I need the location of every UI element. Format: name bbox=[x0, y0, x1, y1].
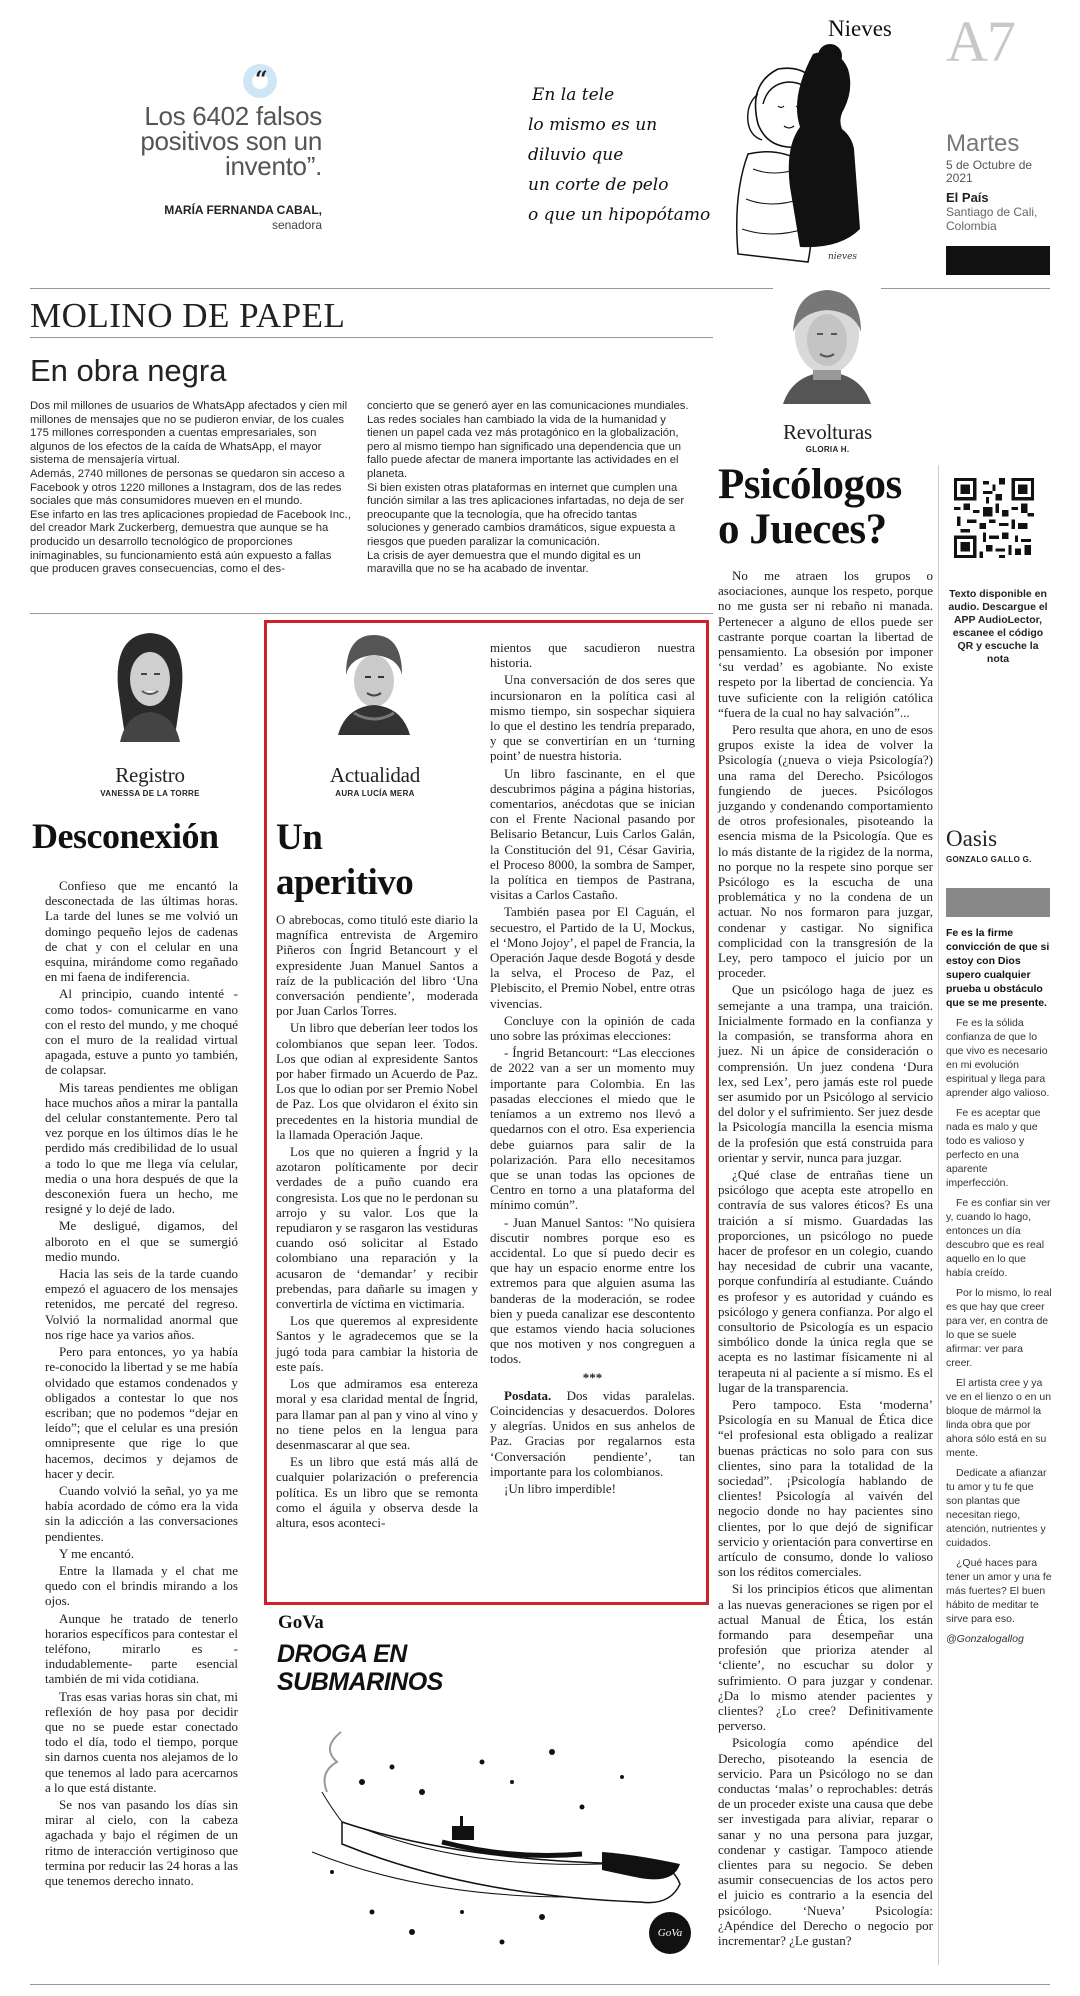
article-paragraph: Psicología como apéndice del Derecho, pisoteando la esencia de servicio. Para un Psicólogo no se dan conductas ‘malas’ o reprochables: detrás de un proceder existe una causa que debe ser investigada para aliviar, reparar o sanar y no una persona para juzgar, condenar y castigar. Tampoco atiende clientes para su negocio. Se deben asumir consecuencias de los actos pero el juicio es contrario a la esencia del psicólogo. ‘Nueva’ Psicología: ¿Apéndice del Derecho o negocio por incrementar? ¿Le gustan? bbox=[718, 1735, 933, 1949]
editorial-paragraph: Si bien existen otras plataformas en internet que cumplen una función similar a las tres aplicaciones infartadas, no deja de ser preocupante que la tecnología, que ha ofrecido tantas soluciones y generado cambios dramáticos, sigue expuesta a riesgos que pueden paralizar la comunicación. bbox=[367, 481, 685, 548]
article-paragraph: Me desligué, digamos, del alboroto en el que se sumergió medio mundo. bbox=[45, 1218, 238, 1264]
article-paragraph: Se nos van pasando los días sin mirar al cielo, con la cabeza agachada y bajo el régimen de un ritmo de interacción vertiginoso que termina por reducir las 24 horas a las que tenemos derecho innato. bbox=[45, 1796, 238, 1888]
editorial-headline: En obra negra bbox=[30, 353, 227, 388]
qr-caption: Texto disponible en audio. Descargue el APP AudioLector, escanee el código QR y escuche la nota bbox=[948, 588, 1048, 665]
editorial-paragraph: Además, 2740 millones de personas se quedaron sin acceso a Facebook y otros 1220 millones a Instagram, dos de las redes sociales que más consumidores mueven en el mundo. bbox=[30, 467, 345, 508]
oasis-paragraph: El artista cree y ya ve en el lienzo o en un bloque de mármol la linda obra que por ahora sólo está en su mente. bbox=[946, 1377, 1052, 1459]
editorial-col-2 bbox=[367, 400, 689, 577]
weekday: Martes bbox=[946, 130, 1020, 157]
column-author-revolturas: GLORIA H. bbox=[805, 445, 850, 454]
editorial-paragraph: La crisis de ayer demuestra que el mundo digital es un maravilla que no se ha acabado de inventar. bbox=[367, 549, 641, 576]
article-separator: *** bbox=[582, 1369, 603, 1385]
oasis-paragraph: Dedicate a afianzar tu amor y tu fe que son plantas que necesitan riego, atención, nutrientes y cuidados. bbox=[946, 1467, 1047, 1549]
cartoon-signature: nieves bbox=[828, 252, 858, 262]
article-paragraph: Pero tampoco. Esta ‘moderna’ Psicología en su Manual de Ética dice “el profesional esta obligado a realizar buenas prácticas no solo para con sus clientes, sino para la totalidad de la sociedad”. ¡Psicología hablando de clientes! Psicología al vaivén del negocio donde no hay pacientes sino clientes, por lo que dejó de significar servicio y orientación para convertirse en artículo de consumo, donde lo valioso son los réditos comerciales. bbox=[718, 1396, 933, 1580]
audio-qr-code[interactable] bbox=[954, 478, 1034, 558]
article-body-registro bbox=[45, 878, 238, 1890]
oasis-paragraph: Fe es aceptar que nada es malo y que todo es valioso y perfecto en una aparente imperfección. bbox=[946, 1107, 1041, 1189]
author-photo-gloria bbox=[773, 282, 881, 404]
cartoon-line: diluvio que bbox=[528, 145, 624, 165]
article-paragraph: Los que queremos al expresidente Santos y le agradecemos que se la jugó toda para cambiar la historia de este país. bbox=[276, 1313, 478, 1374]
cartoon-line: lo mismo es un bbox=[528, 115, 658, 135]
author-photo-vanessa bbox=[100, 627, 200, 742]
column-name-registro: Registro bbox=[115, 763, 185, 787]
article-paragraph: Los que admiramos esa entereza moral y esa claridad mental de Íngrid, para llamar pan al pan y vino al vino y no tiene pelos en la lengua para desenmascarar al que sea. bbox=[276, 1376, 478, 1452]
gova-brand: GoVa bbox=[278, 1612, 324, 1633]
cartoon-line: un corte de pelo bbox=[528, 175, 669, 195]
column-author-actualidad: AURA LUCÍA MERA bbox=[335, 789, 415, 798]
front-quote: Los 6402 falsos positivos son un invento”. bbox=[140, 101, 322, 181]
gova-title-line: DROGA EN bbox=[277, 1640, 407, 1668]
article-paragraph: Un libro que deberían leer todos los colombianos que sepan leer. Todos. Los que odian al expresidente Santos por haber firmado un Acuerdo de Paz. Los que lo odian por ser Premio Nobel de Paz. Los que olvidaron el éxito sin precedentes en la historia mundial de la llamada Operación Jaque. bbox=[276, 1020, 478, 1142]
article-paragraph: Un libro fascinante, en el que descubrimos página a página historias, comentarios, anécdotas que se inician con el Frente Nacional pasando por Belisario Betancur, Luis Carlos Galán, la Constitución del 91, César Gaviria, el Proceso 8000, la sombra de Samper, la política en tiempos de Pastrana, visitas a Carlos Castaño. bbox=[490, 765, 695, 903]
gova-signature: GoVa bbox=[657, 1927, 683, 1939]
postdata bbox=[490, 1388, 695, 1479]
article-paragraph: - Juan Manuel Santos: "No quisiera discutir nombres porque eso es accidental. Lo que sí puedo decir es que hay un espacio enorme entre los extremos para que alguien asuma las banderas de la moderación, se rodee bien y pueda canalizar ese descontento que estamos viendo hacia soluciones que nos motiven y nos congreguen a todos. bbox=[490, 1214, 695, 1367]
gova-title bbox=[277, 1640, 443, 1696]
cartoon-line: En la tele bbox=[532, 85, 615, 105]
postdata-label: Posdata. bbox=[504, 1387, 552, 1403]
quote-icon: “ bbox=[243, 64, 277, 98]
article-body-revolturas bbox=[718, 568, 933, 1950]
divider bbox=[30, 337, 713, 338]
article-headline-actualidad: Un aperitivo bbox=[276, 817, 414, 903]
editorial-paragraph: Las redes sociales han cambiado la vida de la humanidad y tienen un papel cada vez más protagónico en la globalización, pero al mismo tiempo han significado una dependencia que un fallo puede afectar de manera importante las actividades en el planeta. bbox=[367, 413, 682, 480]
editorial-col-1 bbox=[30, 400, 352, 577]
editorial-paragraph: Ese infarto en las tres aplicaciones propiedad de Facebook Inc., del creador Mark Zuckerberg, demuestra que aunque se ha producido un desarrollo tecnológico de proporciones inimaginables, su funcionamiento está aún expuesto a fallas que producen graves consecuencias, como el des- bbox=[30, 508, 351, 576]
article-paragraph: Aunque he tratado de tenerlo horarios específicos para contestar el teléfono, mirarlo es -indudablemente- parte esencial también de mi vida cotidiana. bbox=[45, 1610, 238, 1687]
cartoon-title: Nieves bbox=[828, 16, 892, 41]
publication: El País bbox=[946, 190, 989, 205]
divider bbox=[30, 288, 1050, 289]
article-paragraph: Los que no quieren a Íngrid y la azotaron políticamente por decir verdades de a puño cuando era congresista. Los que no le perdonan su arrojo y su valor. Los que la repudiaron y se rasgaron las vestiduras cuando osó solicitar al Estado colombiano una reparación y la acusaron de ‘demandar’ y recibir prebendas, para dañarle su imagen y convertirla de víctima en victimaria. bbox=[276, 1144, 478, 1312]
article-paragraph: O abrebocas, como tituló este diario la magnífica entrevista de Argemiro Piñeros con Íngrid Betancourt y el expresidente Juan Manuel Santos a raíz de la publicación del libro ‘Una conversación pendiente’, moderada por Juan Carlos Torres. bbox=[276, 912, 478, 1019]
divider bbox=[30, 613, 713, 614]
oasis-lead: Fe es la firme convicción de que si estoy con Dios supero cualquier prueba u obstáculo que se me presente. bbox=[946, 927, 1050, 1009]
oasis-handle: @Gonzalogallog bbox=[946, 1633, 1024, 1645]
article-paragraph: mientos que sacudieron nuestra historia. bbox=[490, 640, 695, 671]
bottom-divider bbox=[30, 1984, 1050, 1985]
article-paragraph: Hacia las seis de la tarde cuando empezó el aguacero de los mensajes retenidos, me percaté del regreso. Volvió la normalidad anormal que nos rige hace ya varios años. bbox=[45, 1266, 238, 1342]
column-author-oasis: GONZALO GALLO G. bbox=[946, 855, 1032, 864]
article-paragraph: Concluye con la opinión de cada uno sobre las próximas elecciones: bbox=[490, 1012, 695, 1044]
gova-title-line: SUBMARINOS bbox=[277, 1668, 443, 1696]
article-paragraph: Y me encantó. bbox=[59, 1545, 134, 1561]
editorial-paragraph: concierto que se generó ayer en las comunicaciones mundiales. bbox=[367, 400, 689, 412]
article-paragraph: Pero resulta que ahora, en uno de esos grupos existe la idea de volver la Psicología (¿nueva o vieja Psicología?) una rama del Derecho. Psicólogos fungiendo de jueces. Psicólogos juzgando y condenando comportamiento de otros profesionales, pisoteando la esencia misma de la Psicología. Que es lo más distante de la rigidez de la norma, no porque no la respete sino porque ser Psicólogo es la escucha de una problemática y no la condena de un actuar. No nos formaron para juzgar, condenar y castigar. No significa complicidad con la transgresión de la Ley, pero tampoco el juicio por un proceder. bbox=[718, 722, 933, 981]
article-closing: ¡Un libro imperdible! bbox=[504, 1480, 616, 1496]
location: Santiago de Cali, Colombia bbox=[946, 205, 1038, 233]
gova-cartoon bbox=[272, 1612, 712, 1977]
article-paragraph: Pero para entonces, yo ya había re-conocido la libertad y se me había olvidado que estamos condenados y obligados a contestar lo que nos escriban; que no podemos “dejar en leído”; que el celular es una presión omnipresente que rige lo que hacemos, decimos y dejamos de hacer y decir. bbox=[45, 1344, 238, 1481]
column-name-revolturas: Revolturas bbox=[783, 420, 872, 444]
column-author-registro: VANESSA DE LA TORRE bbox=[100, 789, 200, 798]
column-name-actualidad: Actualidad bbox=[329, 763, 421, 787]
article-paragraph: Es un libro que está más allá de cualquier polarización o preferencia política. Es un libro que se remonta como el águila y observa desde la altura, esos aconteci- bbox=[276, 1454, 478, 1530]
column-name-oasis: Oasis bbox=[946, 826, 998, 851]
article-col-2-actualidad bbox=[490, 640, 695, 1498]
gova-signature-badge bbox=[649, 1912, 691, 1954]
editorial-paragraph: Dos mil millones de usuarios de WhatsApp afectados y cien mil millones de mensajes que no se pudieron enviar, de los cuales 175 millones corresponden a cuentas empresariales, son algunos de los efectos de la caída de WhatsApp, el mayor sistema de mensajería virtual. bbox=[30, 400, 348, 467]
article-paragraph: Una conversación de dos seres que incursionaron en la política casi al mismo tiempo, sin sospechar siquiera lo que el destino les tendría preparado, y que se convertirían en un ‘turning point’ de nuestra historia. bbox=[490, 672, 695, 764]
article-paragraph: Que un psicólogo haga de juez es semejante a una trampa, una traición. Inicialmente formado en la confianza y la compasión, se transforma ahora en juez. Ni un ápice de consideración o comprensión. Un juez condena ‘Dura lex, sed Lex’, pero jamás este rol puede ser asumido por un Psicólogo al servicio del dolor y el sufrimiento. Ser juez desde la Psicología mancilla la esencia misma de la profesión que está construida para orientar y servir, nunca para juzgar. bbox=[718, 982, 933, 1165]
quote-role: senadora bbox=[271, 218, 322, 232]
cartoon-drawing bbox=[718, 34, 898, 274]
cartoon-line: o que un hipopótamo bbox=[528, 205, 711, 225]
section-title: MOLINO DE PAPEL bbox=[30, 296, 346, 335]
oasis-body bbox=[946, 926, 1052, 1652]
oasis-bar bbox=[946, 888, 1050, 917]
article-paragraph: También pasea por El Caguán, el secuestro, el Partido de la U, Mockus, el ‘Mono Jojoy’, el papel de Francia, la Operación Jaque desde Bogotá y desde la selva, el Proceso de Paz, el Plebiscito, el Premio Nobel, entre otras vivencias. bbox=[490, 904, 695, 1011]
article-paragraph: Cuando volvió la señal, yo ya me había acordado de cómo era la vida sin la adicción a las conversaciones pendientes. bbox=[45, 1482, 238, 1544]
article-paragraph: - Íngrid Betancourt: “Las elecciones de 2022 van a ser un momento muy importante para Colombia. En las pasadas elecciones el miedo que le teníamos a un extremo nos llevó a quedarnos con el otro. Esa experiencia debe guiarnos para salir de la polarización. Para ello necesitamos que se unan todas las opciones de Centro en torno a una plataforma del mínimo común”. bbox=[490, 1045, 695, 1213]
quote-author: MARÍA FERNANDA CABAL, bbox=[164, 203, 322, 217]
oasis-paragraph: Por lo mismo, lo real es que hay que creer para ver, en contra de lo que se suele afirmar: ver para creer. bbox=[946, 1287, 1052, 1369]
article-paragraph: Mis tareas pendientes me obligan hace muchos años a mirar la pantalla del celular constantemente. Pero tal vez porque en los últimos días le he perdido más credibilidad de lo usual a todo lo que me llega vía celular, media o una hora después de que la desconexión fuera un hecho, me resigné y lo dejé de lado. bbox=[45, 1079, 238, 1217]
divider bbox=[938, 465, 939, 1965]
article-paragraph: Entre la llamada y el chat me quedo con el brindis mirando a los ojos. bbox=[45, 1562, 238, 1609]
article-paragraph: ¿Qué clase de entrañas tiene un psicólogo que acepta este atropello en contravía de sus valores éticos? Es una traición a sí mismo. Guardadas las proporciones, un psicólogo no puede hacer de profesor en un colegio, cuando hay necesidad de cubrir una vacante, porque confundiría al estudiante. Cuándo es profesor y es autoridad y cuándo es psicólogo y genera confianza. Por algo el consultorio de Psicología es un espacio simbólico donde la única regla que se acepta es no lastimar físicamente ni al terapeuta ni al paciente a sí mismo. Es el lugar de la transparencia. bbox=[718, 1166, 933, 1395]
submarine-cigarette-drawing bbox=[302, 1722, 692, 1972]
date-bar bbox=[946, 246, 1050, 275]
oasis-paragraph: ¿Qué haces para tener un amor y una fe más fuertes? El buen hábito de meditar te sirve para eso. bbox=[946, 1557, 1052, 1625]
article-col-1-actualidad bbox=[276, 912, 478, 1532]
cartoon bbox=[498, 14, 898, 274]
article-paragraph: Tras esas varias horas sin chat, mi reflexión de hoy pasa por decidir que no se puede estar conectado todo el día, todo el tiempo, porque sin darnos cuenta nos alejamos de lo que tenemos al lado para acercarnos a lo que está distante. bbox=[45, 1688, 238, 1795]
author-photo-aura bbox=[324, 627, 424, 735]
article-headline-registro: Desconexión bbox=[32, 816, 219, 856]
article-paragraph: No me atraen los grupos o asociaciones, aunque los respeto, porque no me gusta ser ni rebaño ni manada. Pertenecer a alguno de ellos puede ser castrante porque coartan la libertad de pensamiento. La obsesión por imponer ‘su verdad’ es agobiante. No existe respeto por la libertad de conciencia. Ya tuve suficiente con la religión católica “fuera de la cual no hay salvación”... bbox=[718, 568, 933, 720]
oasis-paragraph: Fe es la sólida confianza de que lo que vivo es necesario en mi evolución espiritual y llega para aprender algo valioso. bbox=[946, 1017, 1050, 1099]
article-paragraph: Confieso que me encantó la desconectada de las últimas horas. La tarde del lunes se me volvió un domingo pequeño lejos de cadenas de chat y con el celular en una esquina, mirándome como regañado en mi faena de indiferencia. bbox=[45, 878, 238, 985]
masthead bbox=[0, 0, 1080, 285]
oasis-paragraph: Fe es confiar sin ver y, cuando lo hago, entonces un día descubro que es real aquello en lo que había creído. bbox=[946, 1197, 1051, 1279]
article-headline-revolturas: Psicólogos o Jueces? bbox=[718, 461, 902, 553]
article-paragraph: Si los principios éticos que alimentan a las nuevas generaciones se rigen por el actual Manual de Ética, los están formando para desempeñar una profesión que prioriza atender al ‘cliente’, no escuchar su dolor y sufrimiento. O para juzgar y condenar. ¿Da lo mismo atender pacientes y clientes? ¿Lo cree? Definitivamente perverso. bbox=[718, 1581, 933, 1734]
date: 5 de Octubre de 2021 bbox=[946, 158, 1033, 185]
page-number: A7 bbox=[946, 9, 1015, 74]
postdata-text: Dos vidas paralelas. Coincidencias y desacuerdos. Dolores y alegrías. Unidos en sus anhelos de Paz. Gracias por regalarnos esta ‘Conversación pendiente’, tan importante para los colombianos. bbox=[490, 1387, 695, 1479]
article-paragraph: Al principio, cuando intenté -como todos- comunicarme en vano con el resto del mundo, y me choqué con el muro de la realidad virtual apagada, estuve a punto yo también, de colapsar. bbox=[45, 986, 238, 1078]
